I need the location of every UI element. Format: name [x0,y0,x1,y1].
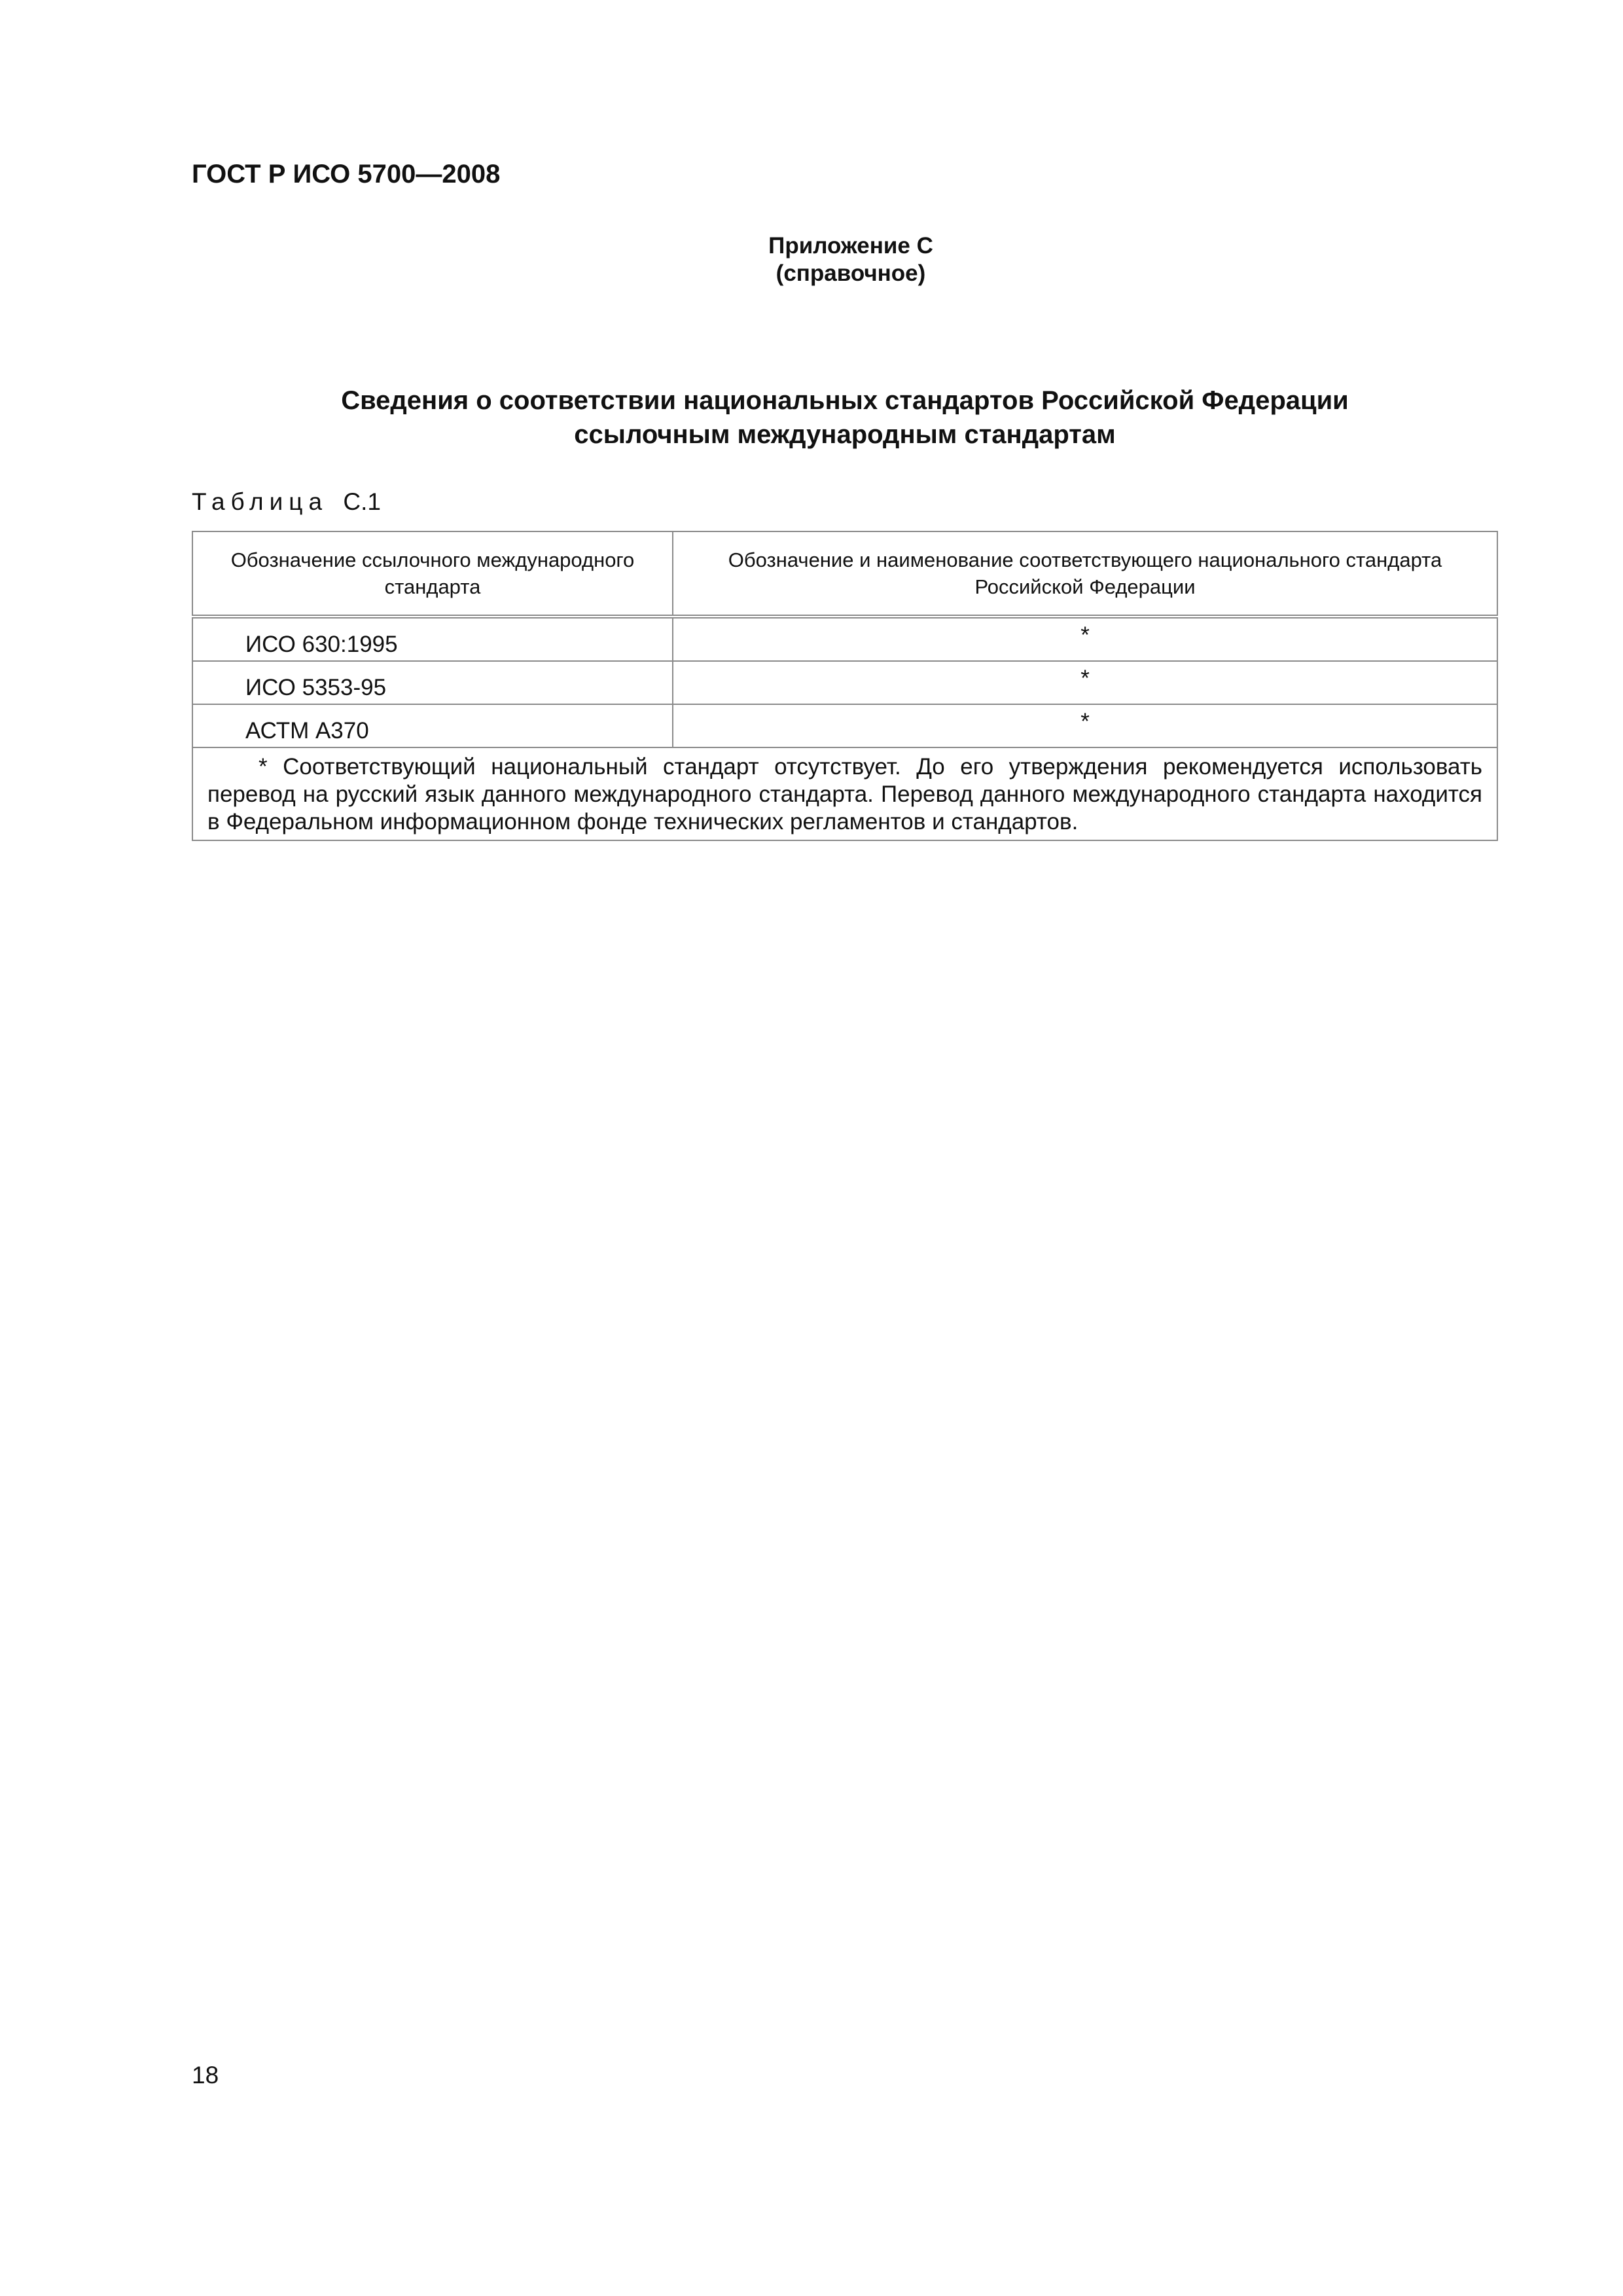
appendix-type: (справочное) [776,260,926,286]
table-caption [192,488,381,516]
table-row [192,704,1497,747]
header-international-standard: Обозначение ссылочного международного стандарта [192,531,673,617]
appendix-title: Приложение С [768,233,933,259]
table-row [192,617,1497,661]
header-national-standard: Обозначение и наименование соответствующего национального стандарта Российской Федерации [673,531,1497,617]
table-footnote: * Соответствующий национальный стандарт отсутствует. До его утверждения рекомендуется использовать перевод на русский язык данного международного стандарта. Перевод данного международного стандарта находится в Федеральном информационном фонде технических регламентов и стандартов. [207,754,1482,834]
international-standard-cell: ИСО 630:1995 [192,617,673,661]
national-standard-cell: * [673,617,1497,661]
national-standard-cell: * [673,704,1497,747]
table-note-row [192,747,1497,840]
page-number: 18 [192,2062,219,2089]
section-title-line-1: Сведения о соответствии национальных стандартов Российской Федерации [341,386,1349,415]
international-standard-cell: ИСО 5353-95 [192,661,673,704]
table-row [192,661,1497,704]
table-caption-number: С.1 [343,488,381,515]
document-code: ГОСТ Р ИСО 5700—2008 [192,160,501,188]
table-header-row [192,531,1497,617]
reference-standards-table [192,531,1498,841]
table-note-cell [192,747,1497,840]
international-standard-cell: АСТМ А370 [192,704,673,747]
table-caption-label: Таблица [192,488,329,515]
section-title-line-2: ссылочным международным стандартам [574,420,1116,449]
national-standard-cell: * [673,661,1497,704]
